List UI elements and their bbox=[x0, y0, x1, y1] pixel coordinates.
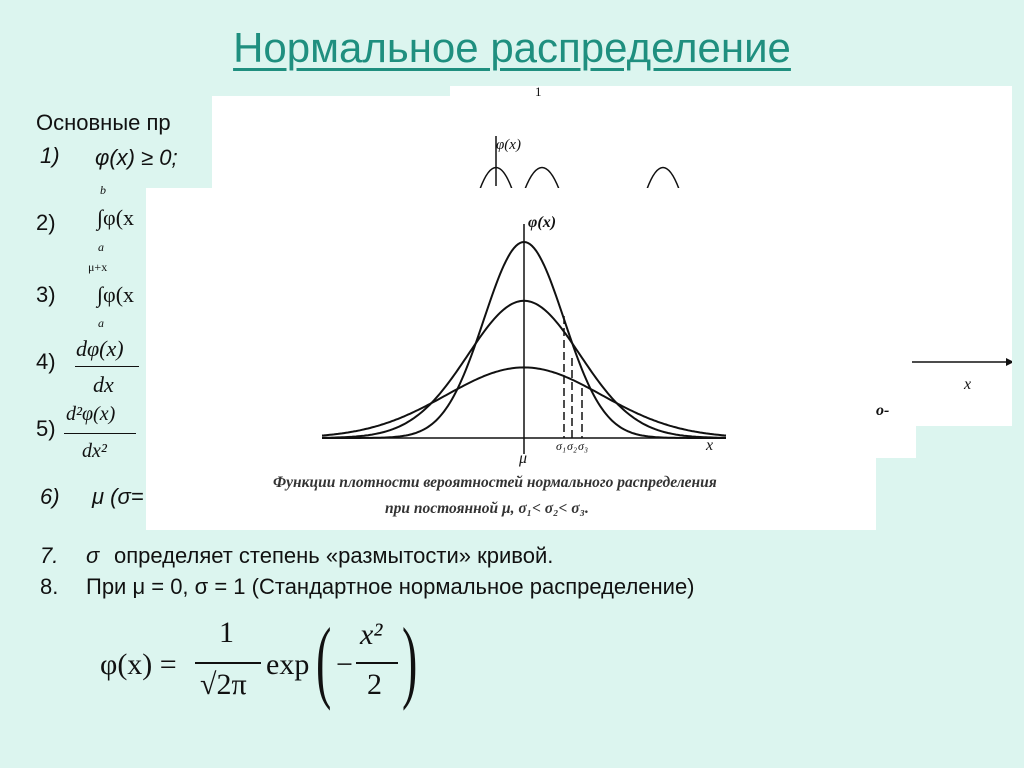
formula-3-lower: a bbox=[98, 316, 104, 330]
std-exp: exp bbox=[266, 648, 310, 681]
formula-5-fraction-bar bbox=[64, 433, 136, 434]
std-denominator: √2π bbox=[200, 668, 247, 701]
formula-5-denominator: dx² bbox=[82, 440, 107, 462]
item-1-text: φ(x) ≥ 0; bbox=[95, 145, 178, 170]
back-small-curve-3 bbox=[647, 168, 679, 190]
item-8-text: При μ = 0, σ = 1 (Стандартное нормальное распределение) bbox=[86, 574, 695, 599]
back-x-axis-arrow bbox=[1006, 358, 1012, 366]
sigma1-label: σ₁ bbox=[556, 439, 567, 453]
sigma2-label: σ₂ bbox=[567, 439, 578, 453]
item-7-sigma: σ bbox=[86, 543, 100, 568]
std-left-paren: ( bbox=[316, 609, 332, 711]
std-lhs: φ(x) = bbox=[100, 648, 177, 681]
page-title: Нормальное распределение bbox=[233, 24, 791, 71]
item-5-number: 5) bbox=[36, 416, 56, 441]
item-7-number: 7. bbox=[40, 543, 59, 568]
back-x-label: x bbox=[964, 376, 972, 393]
item-3-number: 3) bbox=[36, 282, 56, 307]
front-mu-label: μ bbox=[519, 450, 528, 467]
std-numerator: 1 bbox=[219, 616, 234, 649]
std-fraction-bar bbox=[195, 662, 261, 664]
formula-4-denominator: dx bbox=[93, 372, 114, 397]
intro-text: Основные пр bbox=[36, 110, 171, 135]
back-axis-label: φ(x) bbox=[496, 137, 521, 153]
back-small-curve-2 bbox=[525, 168, 559, 190]
formula-2-body: ∫φ(x bbox=[97, 205, 135, 230]
formula-4-fraction-bar bbox=[75, 366, 139, 367]
front-y-label: φ(x) bbox=[528, 214, 557, 231]
front-x-label: x bbox=[706, 437, 714, 454]
item-2-number: 2) bbox=[36, 210, 56, 235]
std-right-paren: ) bbox=[402, 609, 418, 711]
figure-caption-line1: Функции плотности вероятностей нормального распределения bbox=[273, 474, 717, 491]
std-inner-fraction-bar bbox=[356, 662, 398, 664]
item-6-number: 6) bbox=[40, 484, 60, 509]
figure-caption-line2: при постоянной μ, σ₁< σ₂< σ₃. bbox=[385, 500, 589, 517]
formula-3-upper: μ+x bbox=[88, 260, 108, 274]
formula-5-numerator: d²φ(x) bbox=[66, 403, 116, 425]
std-minus: − bbox=[336, 648, 353, 681]
standard-normal-formula bbox=[100, 609, 430, 722]
std-inner-numerator: x² bbox=[360, 618, 383, 651]
formula-3-body: ∫φ(x bbox=[97, 282, 135, 307]
formula-2-upper: b bbox=[100, 183, 106, 197]
item-6-text: μ (σ= bbox=[92, 484, 144, 509]
item-4-number: 4) bbox=[36, 349, 56, 374]
std-inner-denominator: 2 bbox=[367, 668, 382, 701]
sigma3-label: σ₃ bbox=[578, 439, 589, 453]
item-1-number: 1) bbox=[40, 143, 60, 168]
back-side-text: о- bbox=[876, 402, 890, 419]
item-8-number: 8. bbox=[40, 574, 59, 599]
item-7-text: определяет степень «размытости» кривой. bbox=[114, 543, 554, 568]
back-top-mark: 1 bbox=[535, 84, 542, 99]
formula-4-numerator: dφ(x) bbox=[76, 336, 124, 361]
formula-2-lower: a bbox=[98, 240, 104, 254]
